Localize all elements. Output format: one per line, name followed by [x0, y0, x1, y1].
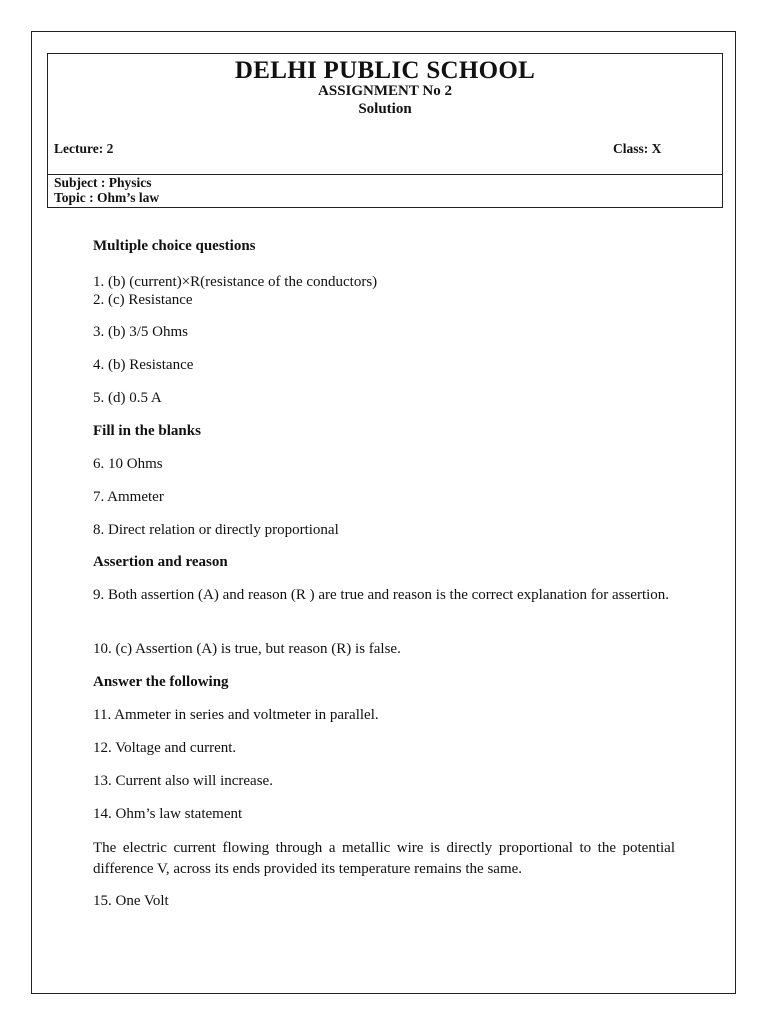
lecture-label: Lecture: 2: [54, 141, 114, 156]
answer-14: 14. Ohm’s law statement: [93, 806, 243, 822]
subject-label: Subject : Physics: [54, 175, 152, 190]
answer-12: 12. Voltage and current.: [93, 740, 237, 756]
mcq-heading: Multiple choice questions: [93, 238, 256, 254]
answer-9: 9. Both assertion (A) and reason (R ) are true and reason is the correct explanation for assertion.: [93, 587, 670, 603]
answer-4: 4. (b) Resistance: [93, 357, 194, 373]
assertion-heading: Assertion and reason: [93, 554, 228, 570]
answer-13: 13. Current also will increase.: [93, 773, 273, 789]
solution-subtitle: Solution: [358, 101, 412, 117]
answer-6: 6. 10 Ohms: [93, 456, 163, 472]
school-name: DELHI PUBLIC SCHOOL: [234, 57, 536, 84]
answer-14-detail: The electric current flowing through a metallic wire is directly proportional to the potential difference V, across its ends provided its temperature remains the same.: [93, 840, 675, 877]
answer-11: 11. Ammeter in series and voltmeter in parallel.: [93, 707, 379, 723]
answer-2: 2. (c) Resistance: [93, 292, 193, 308]
answer-1: 1. (b) (current)×R(resistance of the conductors): [93, 274, 378, 290]
answer-heading: Answer the following: [93, 674, 229, 690]
answer-15: 15. One Volt: [93, 893, 169, 909]
assignment-title: ASSIGNMENT No 2: [318, 83, 452, 99]
fill-heading: Fill in the blanks: [93, 423, 201, 439]
header-box: [47, 53, 723, 208]
answer-3: 3. (b) 3/5 Ohms: [93, 324, 188, 340]
answer-8: 8. Direct relation or directly proportional: [93, 522, 339, 538]
class-label: Class: X: [613, 141, 662, 156]
answer-5: 5. (d) 0.5 A: [93, 390, 162, 406]
answer-10: 10. (c) Assertion (A) is true, but reason (R) is false.: [93, 641, 401, 657]
answer-7: 7. Ammeter: [93, 489, 164, 505]
topic-label: Topic : Ohm’s law: [54, 190, 160, 205]
